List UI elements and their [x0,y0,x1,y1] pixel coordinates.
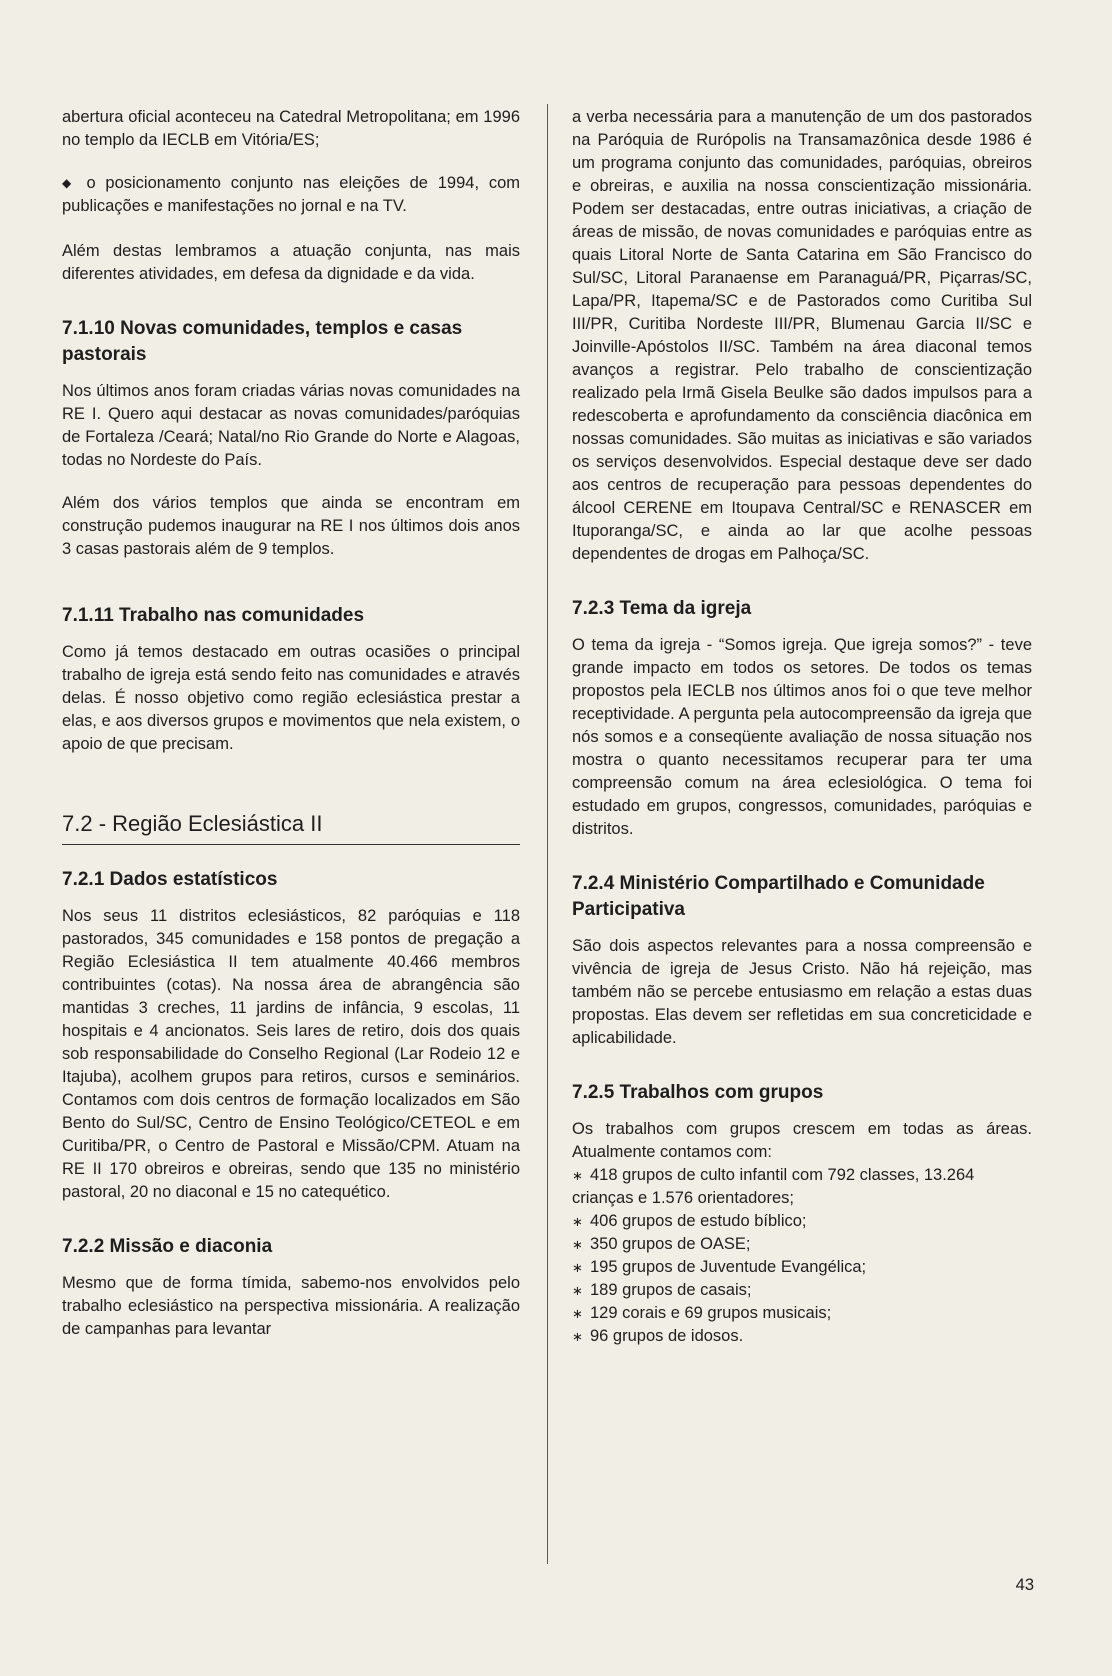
list-item: ∗ 96 grupos de idosos. [572,1325,1032,1348]
page-number: 43 [1015,1576,1034,1594]
asterisk-bullet-icon: ∗ [572,1237,583,1252]
asterisk-bullet-icon: ∗ [572,1168,583,1183]
diamond-bullet-icon: ◆ [62,176,77,190]
section-rule [62,844,520,845]
list-item: ∗ 189 grupos de casais; [572,1279,1032,1302]
paragraph-7-2-3: O tema da igreja - “Somos igreja. Que igreja somos?” - teve grande impacto em todos os setores. De todos os temas propostos pela IECLB nos últimos anos foi o que teve melhor receptividade. A pergunta pela autocompreensão da igreja que nós somos e a conseqüente avaliação de nossa situação nos mostra o quanto necessitamos recuperar para ter uma compreensão comum na área eclesiológica. O tema foi estudado em grupos, congressos, comunidades, paróquias e distritos. [572,636,1032,838]
heading-7-2: 7.2 - Região Eclesiástica II [62,811,323,836]
heading-7-2-2: 7.2.2 Missão e diaconia [62,1236,273,1257]
paragraph-alem: Além destas lembramos a atuação conjunta, nas mais diferentes atividades, em defesa da dignidade e da vida. [62,242,520,283]
asterisk-bullet-icon: ∗ [572,1260,583,1275]
list-item: ∗ 195 grupos de Juventude Evangélica; [572,1256,1032,1279]
paragraph-7-1-10-a: Nos últimos anos foram criadas várias novas comunidades na RE I. Quero aqui destacar as novas comunidades/paróquias de Fortaleza /Ceará; Natal/no Rio Grande do Norte e Alagoas, todas no Nordeste do País. [62,382,520,469]
paragraph-7-2-1: Nos seus 11 distritos eclesiásticos, 82 paróquias e 118 pastorados, 345 comunidades e 158 pontos de pregação a Região Eclesiástica II tem atualmente 40.466 membros contribuintes (cotas). Na nossa área de abrangência são mantidas 3 creches, 11 jardins de infância, 9 escolas, 11 hospitais e 4 ancionatos. Seis lares de retiro, dois dos quais sob responsabilidade do Conselho Regional (Lar Rodeio 12 e Itajuba), acolhem grupos para retiros, cursos e seminários. Contamos com dois centros de formação localizados em São Bento do Sul/SC, Centro de Ensino Teológico/CETEOL e em Curitiba/PR, o Centro de Pastoral e Missão/CPM. Atuam na RE II 170 obreiros e obreiras, sendo que 135 no ministério pastoral, 20 no diaconal e 15 no catequético. [62,907,520,1201]
heading-7-1-11: 7.1.11 Trabalho nas comunidades [62,605,365,626]
heading-7-2-3: 7.2.3 Tema da igreja [572,598,752,619]
asterisk-bullet-icon: ∗ [572,1329,583,1344]
list-item: ∗ 129 corais e 69 grupos musicais; [572,1302,1032,1325]
heading-7-2-1: 7.2.1 Dados estatísticos [62,869,278,890]
asterisk-bullet-icon: ∗ [572,1214,583,1229]
left-column [62,106,520,1361]
bullet-item: ◆ o posicionamento conjunto nas eleições de 1994, com publicações e manifestações no jornal e na TV. [62,174,520,215]
list-item: ∗ 350 grupos de OASE; [572,1233,1032,1256]
paragraph-7-2-4: São dois aspectos relevantes para a nossa compreensão e vivência de igreja de Jesus Cristo. Não há rejeição, mas também não se percebe entusiasmo em relação a estas duas propostas. Elas devem ser refletidas em sua concreticidade e aplicabilidade. [572,937,1032,1047]
right-column [572,106,1032,1348]
paragraph-7-1-11: Como já temos destacado em outras ocasiões o principal trabalho de igreja está sendo feito nas comunidades e através delas. É nosso objetivo como região eclesiástica prestar a elas, e aos diversos grupos e movimentos que nela existem, o apoio de que precisam. [62,643,520,753]
list-item: ∗ 418 grupos de culto infantil com 792 classes, 13.264 crianças e 1.576 orientadores; [572,1166,975,1207]
groups-list [572,1164,1032,1348]
column-divider [547,104,548,1564]
heading-7-1-10: 7.1.10 Novas comunidades, templos e casas pastorais [62,318,463,365]
paragraph-7-2-2: Mesmo que de forma tímida, sabemo-nos envolvidos pelo trabalho eclesiástico na perspectiva missionária. A realização de campanhas para levantar [62,1274,520,1338]
heading-7-2-4: 7.2.4 Ministério Compartilhado e Comunidade Participativa [572,873,985,920]
list-item: ∗ 406 grupos de estudo bíblico; [572,1210,1032,1233]
asterisk-bullet-icon: ∗ [572,1306,583,1321]
paragraph-7-1-10-b: Além dos vários templos que ainda se encontram em construção pudemos inaugurar na RE I nos últimos dois anos 3 casas pastorais além de 9 templos. [62,494,520,558]
heading-7-2-5: 7.2.5 Trabalhos com grupos [572,1082,824,1103]
asterisk-bullet-icon: ∗ [572,1283,583,1298]
paragraph-intro: abertura oficial aconteceu na Catedral Metropolitana; em 1996 no templo da IECLB em Vitória/ES; [62,108,520,149]
paragraph-7-2-5: Os trabalhos com grupos crescem em todas as áreas. Atualmente contamos com: [572,1120,1032,1161]
paragraph-continuation: a verba necessária para a manutenção de um dos pastorados na Paróquia de Rurópolis na Transamazônica desde 1986 é um programa conjunto das comunidades, paróquias, obreiros e obreiras, e auxilia na nossa conscientização missionária. Podem ser destacadas, entre outras iniciativas, a criação de áreas de missão, de novas comunidades e paróquias entre as quais Litoral Norte de Santa Catarina em São Francisco do Sul/SC, Litoral Paranaense em Paranaguá/PR, Piçarras/SC, Lapa/PR, Itapema/SC e de Pastorados como Curitiba Sul III/PR, Curitiba Nordeste III/PR, Blumenau Garcia II/SC e Joinville-Apóstolos II/SC. Também na área diaconal temos avanços a registrar. Pelo trabalho de conscientização realizado pela Irmã Gisela Beulke são dados impulsos para a redescoberta e aprofundamento da consciência diacônica em nossas comunidades. São muitas as iniciativas e são variados os serviços desenvolvidos. Especial destaque deve ser dado aos centros de recuperação para pessoas dependentes do álcool CERENE em Itoupava Central/SC e RENASCER em Ituporanga/SC, e ainda ao lar que acolhe pessoas dependentes de drogas em Palhoça/SC. [572,108,1032,563]
